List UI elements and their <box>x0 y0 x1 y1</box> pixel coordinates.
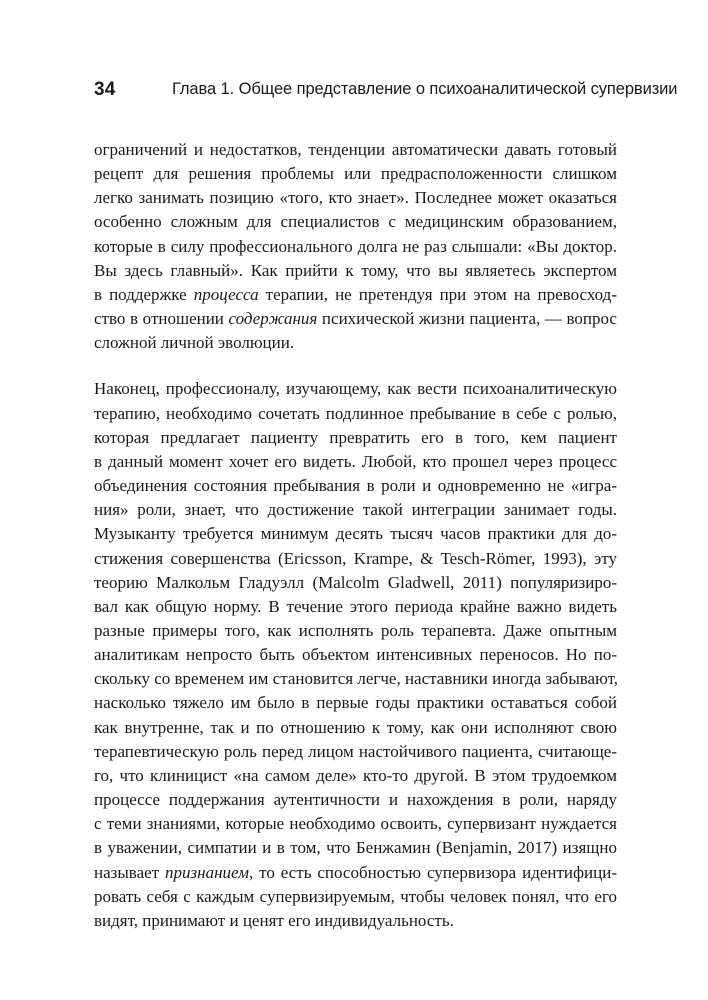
text-segment: в данный момент хочет его видеть. Любой, кто прошел через процесс <box>94 451 617 471</box>
text-line <box>94 909 617 933</box>
text-segment: рецепт для решения проблемы или предрасположенности слишком <box>94 164 617 184</box>
text-segment: насколько тяжело им было в первые годы практики оставаться собой <box>94 693 617 713</box>
running-head <box>94 79 678 103</box>
text-segment: го, что клиницист «на самом деле» кто-то другой. В этом трудоемком <box>94 765 617 785</box>
text-segment: Вы здесь главный». Как прийти к тому, что вы являетесь экспертом <box>94 260 617 280</box>
text-segment: стижения совершенства (Ericsson, Krampe, & Tesch-Römer, 1993), эту <box>94 548 617 568</box>
text-line <box>94 764 617 788</box>
text-line <box>94 283 617 307</box>
text-line <box>94 788 617 812</box>
emphasized-term: признанием <box>165 862 249 882</box>
page-number: 34 <box>94 79 116 100</box>
text-segment: особенно сложным для специалистов с медицинским образованием, <box>94 212 617 232</box>
text-line <box>94 186 617 210</box>
text-line <box>94 162 617 186</box>
text-line <box>94 307 617 331</box>
text-line <box>94 522 617 546</box>
text-line <box>94 426 617 450</box>
text-line <box>94 138 617 162</box>
body-text <box>94 138 617 933</box>
text-line <box>94 259 617 283</box>
text-segment: вал как общую норму. В течение этого периода крайне важно видеть <box>94 596 617 616</box>
text-line <box>94 595 617 619</box>
text-line <box>94 210 617 234</box>
text-segment: в поддержке <box>94 284 194 304</box>
text-line <box>94 740 617 764</box>
text-segment: процессе поддержания аутентичности и нахождения в роли, наряду <box>94 790 617 810</box>
text-line <box>94 861 617 885</box>
paragraph <box>94 138 617 355</box>
text-segment: в уважении, симпатии и в том, что Бенжамин (Benjamin, 2017) изящно <box>94 838 617 858</box>
text-segment: с теми знаниями, которые необходимо освоить, супервизант нуждается <box>94 814 617 834</box>
text-segment: , то есть способностью супервизора идентифици- <box>249 862 618 882</box>
text-segment: видят, принимают и ценят его индивидуальность. <box>94 910 454 930</box>
text-segment: сложной личной эволюции. <box>94 333 295 353</box>
text-line <box>94 450 617 474</box>
text-segment: которая предлагает пациенту превратить его в того, кем пациент <box>94 427 617 447</box>
text-line <box>94 331 617 355</box>
text-segment: называет <box>94 862 166 882</box>
text-segment: психической жизни пациента, — вопрос <box>317 309 617 329</box>
text-segment: легко занимать позицию «того, кто знает». Последнее может оказаться <box>94 188 617 208</box>
text-line <box>94 235 617 259</box>
text-line <box>94 691 617 715</box>
text-line <box>94 402 617 426</box>
text-segment: скольку со временем им становится легче, наставники иногда забывают, <box>94 669 618 689</box>
text-line <box>94 812 617 836</box>
emphasized-term: содержания <box>228 309 318 329</box>
text-line <box>94 377 617 401</box>
text-segment: терапии, не претендуя при этом на превосход- <box>258 284 617 304</box>
text-line <box>94 643 617 667</box>
text-line <box>94 716 617 740</box>
text-line <box>94 571 617 595</box>
text-line <box>94 547 617 571</box>
text-line <box>94 619 617 643</box>
text-line <box>94 498 617 522</box>
text-segment: объединения состояния пребывания в роли и одновременно не «игра- <box>94 476 617 496</box>
text-line <box>94 885 617 909</box>
text-line <box>94 667 617 691</box>
text-segment: Музыканту требуется минимум десять тысяч часов практики для до- <box>94 524 617 544</box>
text-line <box>94 474 617 498</box>
text-segment: ровать себя с каждым супервизируемым, чтобы человек понял, что его <box>94 886 617 906</box>
text-segment: ния» роли, знает, что достижение такой интеграции занимает годы. <box>94 500 617 520</box>
text-line <box>94 836 617 860</box>
text-segment: аналитикам непросто быть объектом интенсивных переносов. Но по- <box>94 645 617 665</box>
emphasized-term: процесса <box>193 284 259 304</box>
text-segment: как внутренне, так и по отношению к тому, как они исполняют свою <box>94 717 617 737</box>
paragraph <box>94 377 617 933</box>
text-segment: теорию Малкольм Гладуэлл (Malcolm Gladwell, 2011) популяризиро- <box>94 572 617 592</box>
text-segment: Наконец, профессионалу, изучающему, как вести психоаналитическую <box>94 379 617 399</box>
text-segment: терапевтическую роль перед лицом настойчивого пациента, считающе- <box>94 741 617 761</box>
text-segment: терапию, необходимо сочетать подлинное пребывание в себе с ролью, <box>94 403 617 423</box>
text-segment: разные примеры того, как исполнять роль терапевта. Даже опытным <box>94 620 617 640</box>
text-segment: ограничений и недостатков, тенденции автоматически давать готовый <box>94 140 617 159</box>
text-segment: ство в отношении <box>94 309 229 329</box>
chapter-title: Глава 1. Общее представление о психоаналитической супервизии <box>172 80 678 98</box>
text-segment: которые в силу профессионального долга не раз слышали: «Вы доктор. <box>94 236 617 256</box>
